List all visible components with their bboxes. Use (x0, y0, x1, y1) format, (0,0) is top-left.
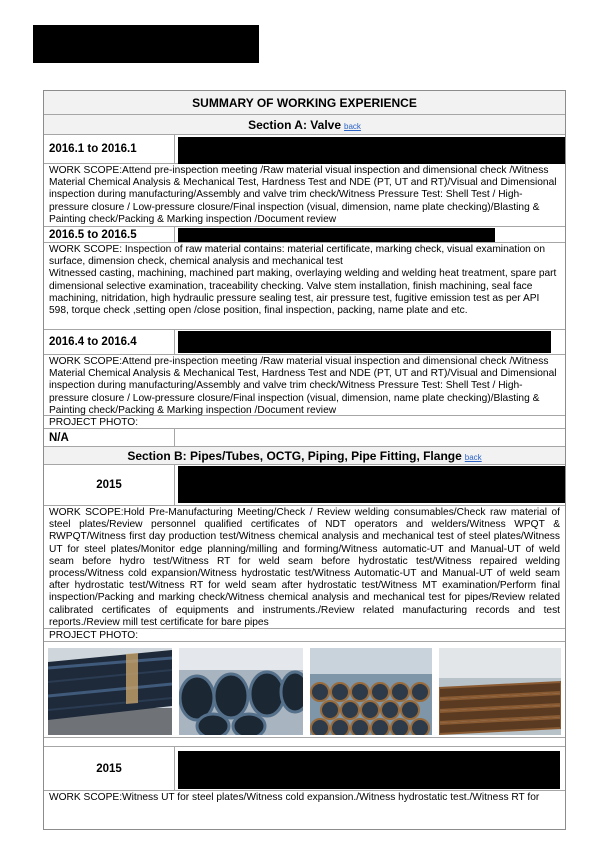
entry-a2-scope (44, 243, 565, 330)
entry-a3-photo-row (44, 429, 565, 447)
redacted-header (33, 25, 259, 63)
entry-a2-scope-line-2: Witnessed casting, machining, machined part making, overlaying welding and welding heat treatment, spare part dimensional selective examination, traceability checking. Valve stem installation, finish machining, seal face machining, nitridation, high hydraulic pressure sealing test, air pressure test, fugitive emission test as per API 598, torque check ,setting open /close position, final inspection, packing, name plate and etc. (49, 268, 557, 317)
entry-a2-header (44, 227, 565, 243)
summary-title: SUMMARY OF WORKING EXPERIENCE (192, 96, 417, 110)
spacer-row (44, 738, 565, 747)
pipe-photo-2 (179, 648, 303, 735)
entry-a3-header (44, 330, 565, 355)
redacted-project-name (178, 137, 565, 164)
entry-a3-photo-value: N/A (44, 429, 175, 446)
entry-a1-date: 2016.1 to 2016.1 (44, 135, 175, 163)
entry-b1-date: 2015 (44, 465, 175, 505)
entry-b2-scope: WORK SCOPE:Witness UT for steel plates/Witness cold expansion./Witness hydrostatic test./Witness RT for (49, 792, 540, 803)
section-b-title: Section B: Pipes/Tubes, OCTG, Piping, Pipe Fitting, Flange (127, 449, 462, 463)
pipe-photo-1 (48, 648, 172, 735)
entry-a1-scope: WORK SCOPE:Attend pre-inspection meeting /Raw material visual inspection and dimensional check /Witness Material Chemical Analysis & Mechanical Test, Hardness Test and NDE (PT, UT and RT)/Visual and Dimensional inspection during manufacturing/Assembly and valve trim check/Witness Pressure Test: Shell Test / High-pressure closure / Low-pressure closure/Final inspection (visual, dimension, name plate checking)/Blasting & Painting check/Packing & Marking inspection /Document review (44, 164, 565, 227)
entry-b1-scope: WORK SCOPE:Hold Pre-Manufacturing Meeting/Check / Review welding consumables/Check raw material of steel plates/Review personnel qualified certificates of NDT operators and welders/Witness WPQT & RWPQT/Witness first day production test/Witness chemical analysis and mechanical test of steel plates/Witness UT for steel plates/Monitor edge planning/milling and forming/Witness automatic-UT and Manual-UT of weld seam before hydro test/Witness RT for weld seam before hydrostatic test/Witness repaired welding process/Witness cold expansion/Witness hydrostatic test/Witness Automatic-UT and Manual-UT of weld seam after hydrostatic test/Witness RT for weld seam after hydrostatic test/Witness MT examination/Perform final inspection/Packing and marking check/Witness chemical analysis and mechanical test for pipes/Review related calibrated certificates of equipments and instruments./Review related manufacturing records and test reports./Review mill test certificate for bare pipes (44, 506, 565, 629)
entry-b2-header (44, 747, 565, 791)
entry-b1-photo-label: PROJECT PHOTO: (44, 629, 565, 642)
redacted-project-name (178, 466, 565, 503)
section-a-back-link[interactable]: back (344, 122, 361, 131)
section-a-title-row (44, 115, 565, 135)
entry-a3-scope: WORK SCOPE:Attend pre-inspection meeting /Raw material visual inspection and dimensional check /Witness Material Chemical Analysis & Mechanical Test, Hardness Test and NDE (PT, UT and RT)/Visual and Dimensional inspection during manufacturing/Assembly and valve trim check/Witness Pressure Test: Shell Test / High-pressure closure / Low-pressure closure/Final inspection (visual, dimension, name plate checking)/Blasting & Painting check/Packing & Marking inspection /Document review (44, 355, 565, 416)
redacted-project-name (178, 228, 495, 242)
entry-b2-date: 2015 (44, 747, 175, 790)
pipe-photo-3 (310, 648, 432, 735)
entry-a3-photo-label: PROJECT PHOTO: (44, 416, 565, 429)
redacted-project-name (178, 331, 551, 353)
summary-title-row (44, 91, 565, 115)
entry-a1-header (44, 135, 565, 164)
section-b-title-row (44, 447, 565, 465)
redacted-project-name (178, 751, 560, 789)
entry-b1-header (44, 465, 565, 506)
entry-a2-date: 2016.5 to 2016.5 (44, 227, 175, 242)
section-a-title: Section A: Valve (248, 118, 342, 132)
entry-a2-scope-line-1: WORK SCOPE: Inspection of raw material contains: material certificate, marking check, visual examination on surface, dimension check, chemical analysis and mechanical test (49, 244, 545, 268)
section-b-back-link[interactable]: back (464, 453, 482, 462)
project-photos (44, 642, 565, 738)
pipe-photo-4 (439, 648, 561, 735)
experience-table (43, 90, 566, 830)
entry-a3-date: 2016.4 to 2016.4 (44, 330, 175, 354)
